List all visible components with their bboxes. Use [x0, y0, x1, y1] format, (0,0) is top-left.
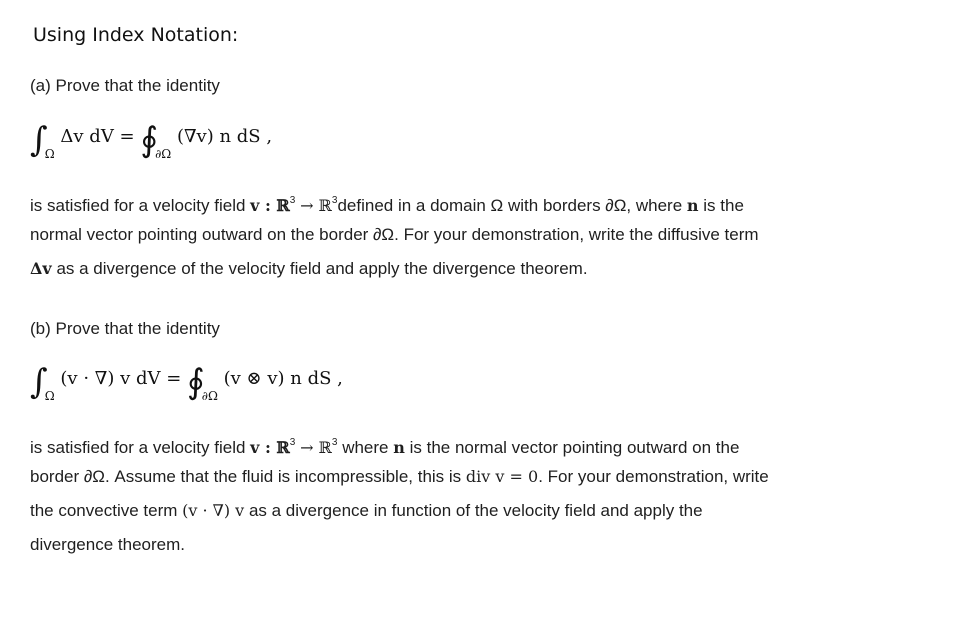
part-b-line-2	[30, 460, 930, 494]
lhs-body: (v · ∇) v dV =	[60, 368, 182, 389]
part-b-equation	[30, 362, 343, 403]
part-b-line-4: divergence theorem.	[30, 535, 185, 554]
text: is the	[703, 196, 744, 215]
math: v : ℝ	[250, 196, 290, 215]
part-a-intro: (a) Prove that the identity	[30, 76, 220, 95]
text: where	[342, 438, 389, 457]
integral-domain: Ω	[44, 389, 55, 403]
superscript: 3	[331, 437, 338, 448]
math: n	[686, 196, 699, 215]
text: as a divergence of the velocity field and apply the divergence theorem.	[56, 259, 588, 278]
part-b-line-3	[30, 494, 930, 528]
math: → ℝ	[300, 438, 332, 457]
text: border ∂Ω. Assume that the fluid is incompressible, this is	[30, 467, 462, 486]
part-a-line-3	[30, 252, 930, 286]
integral-sign: ∫	[30, 362, 48, 402]
text: is satisfied for a velocity field	[30, 438, 246, 457]
text: defined in a domain Ω with borders ∂Ω, where	[337, 196, 683, 215]
superscript: 3	[289, 437, 296, 448]
page-heading: Using Index Notation:	[33, 24, 239, 46]
part-a-equation	[30, 120, 272, 161]
superscript: 3	[331, 195, 338, 206]
rhs-body: (v ⊗ v) n dS ,	[223, 368, 343, 389]
math: (v · ∇) v	[182, 501, 245, 520]
text: the convective term	[30, 501, 178, 520]
math: n	[393, 438, 405, 457]
integral-sign: ∫	[30, 120, 48, 160]
contour-integral-sign: ∮	[187, 362, 205, 402]
integral-domain: Ω	[44, 147, 55, 161]
text: is the normal vector pointing outward on the	[409, 438, 740, 457]
superscript: 3	[289, 195, 296, 206]
rhs-body: (∇v) n dS ,	[176, 126, 273, 147]
contour-domain: ∂Ω	[201, 389, 218, 403]
math: v : ℝ	[250, 438, 290, 457]
math: div v = 0	[465, 467, 539, 486]
part-a-line-2: normal vector pointing outward on the border ∂Ω. For your demonstration, write the diffusive term	[30, 225, 759, 244]
contour-domain: ∂Ω	[155, 147, 172, 161]
math: → ℝ	[300, 196, 332, 215]
text: as a divergence in function of the velocity field and apply the	[248, 501, 703, 520]
part-b-intro: (b) Prove that the identity	[30, 319, 220, 338]
contour-integral-sign: ∮	[140, 120, 159, 160]
text: is satisfied for a velocity field	[30, 196, 246, 215]
lhs-body: Δv dV =	[60, 126, 135, 147]
text: . For your demonstration, write	[538, 467, 769, 486]
math: Δv	[30, 259, 52, 278]
